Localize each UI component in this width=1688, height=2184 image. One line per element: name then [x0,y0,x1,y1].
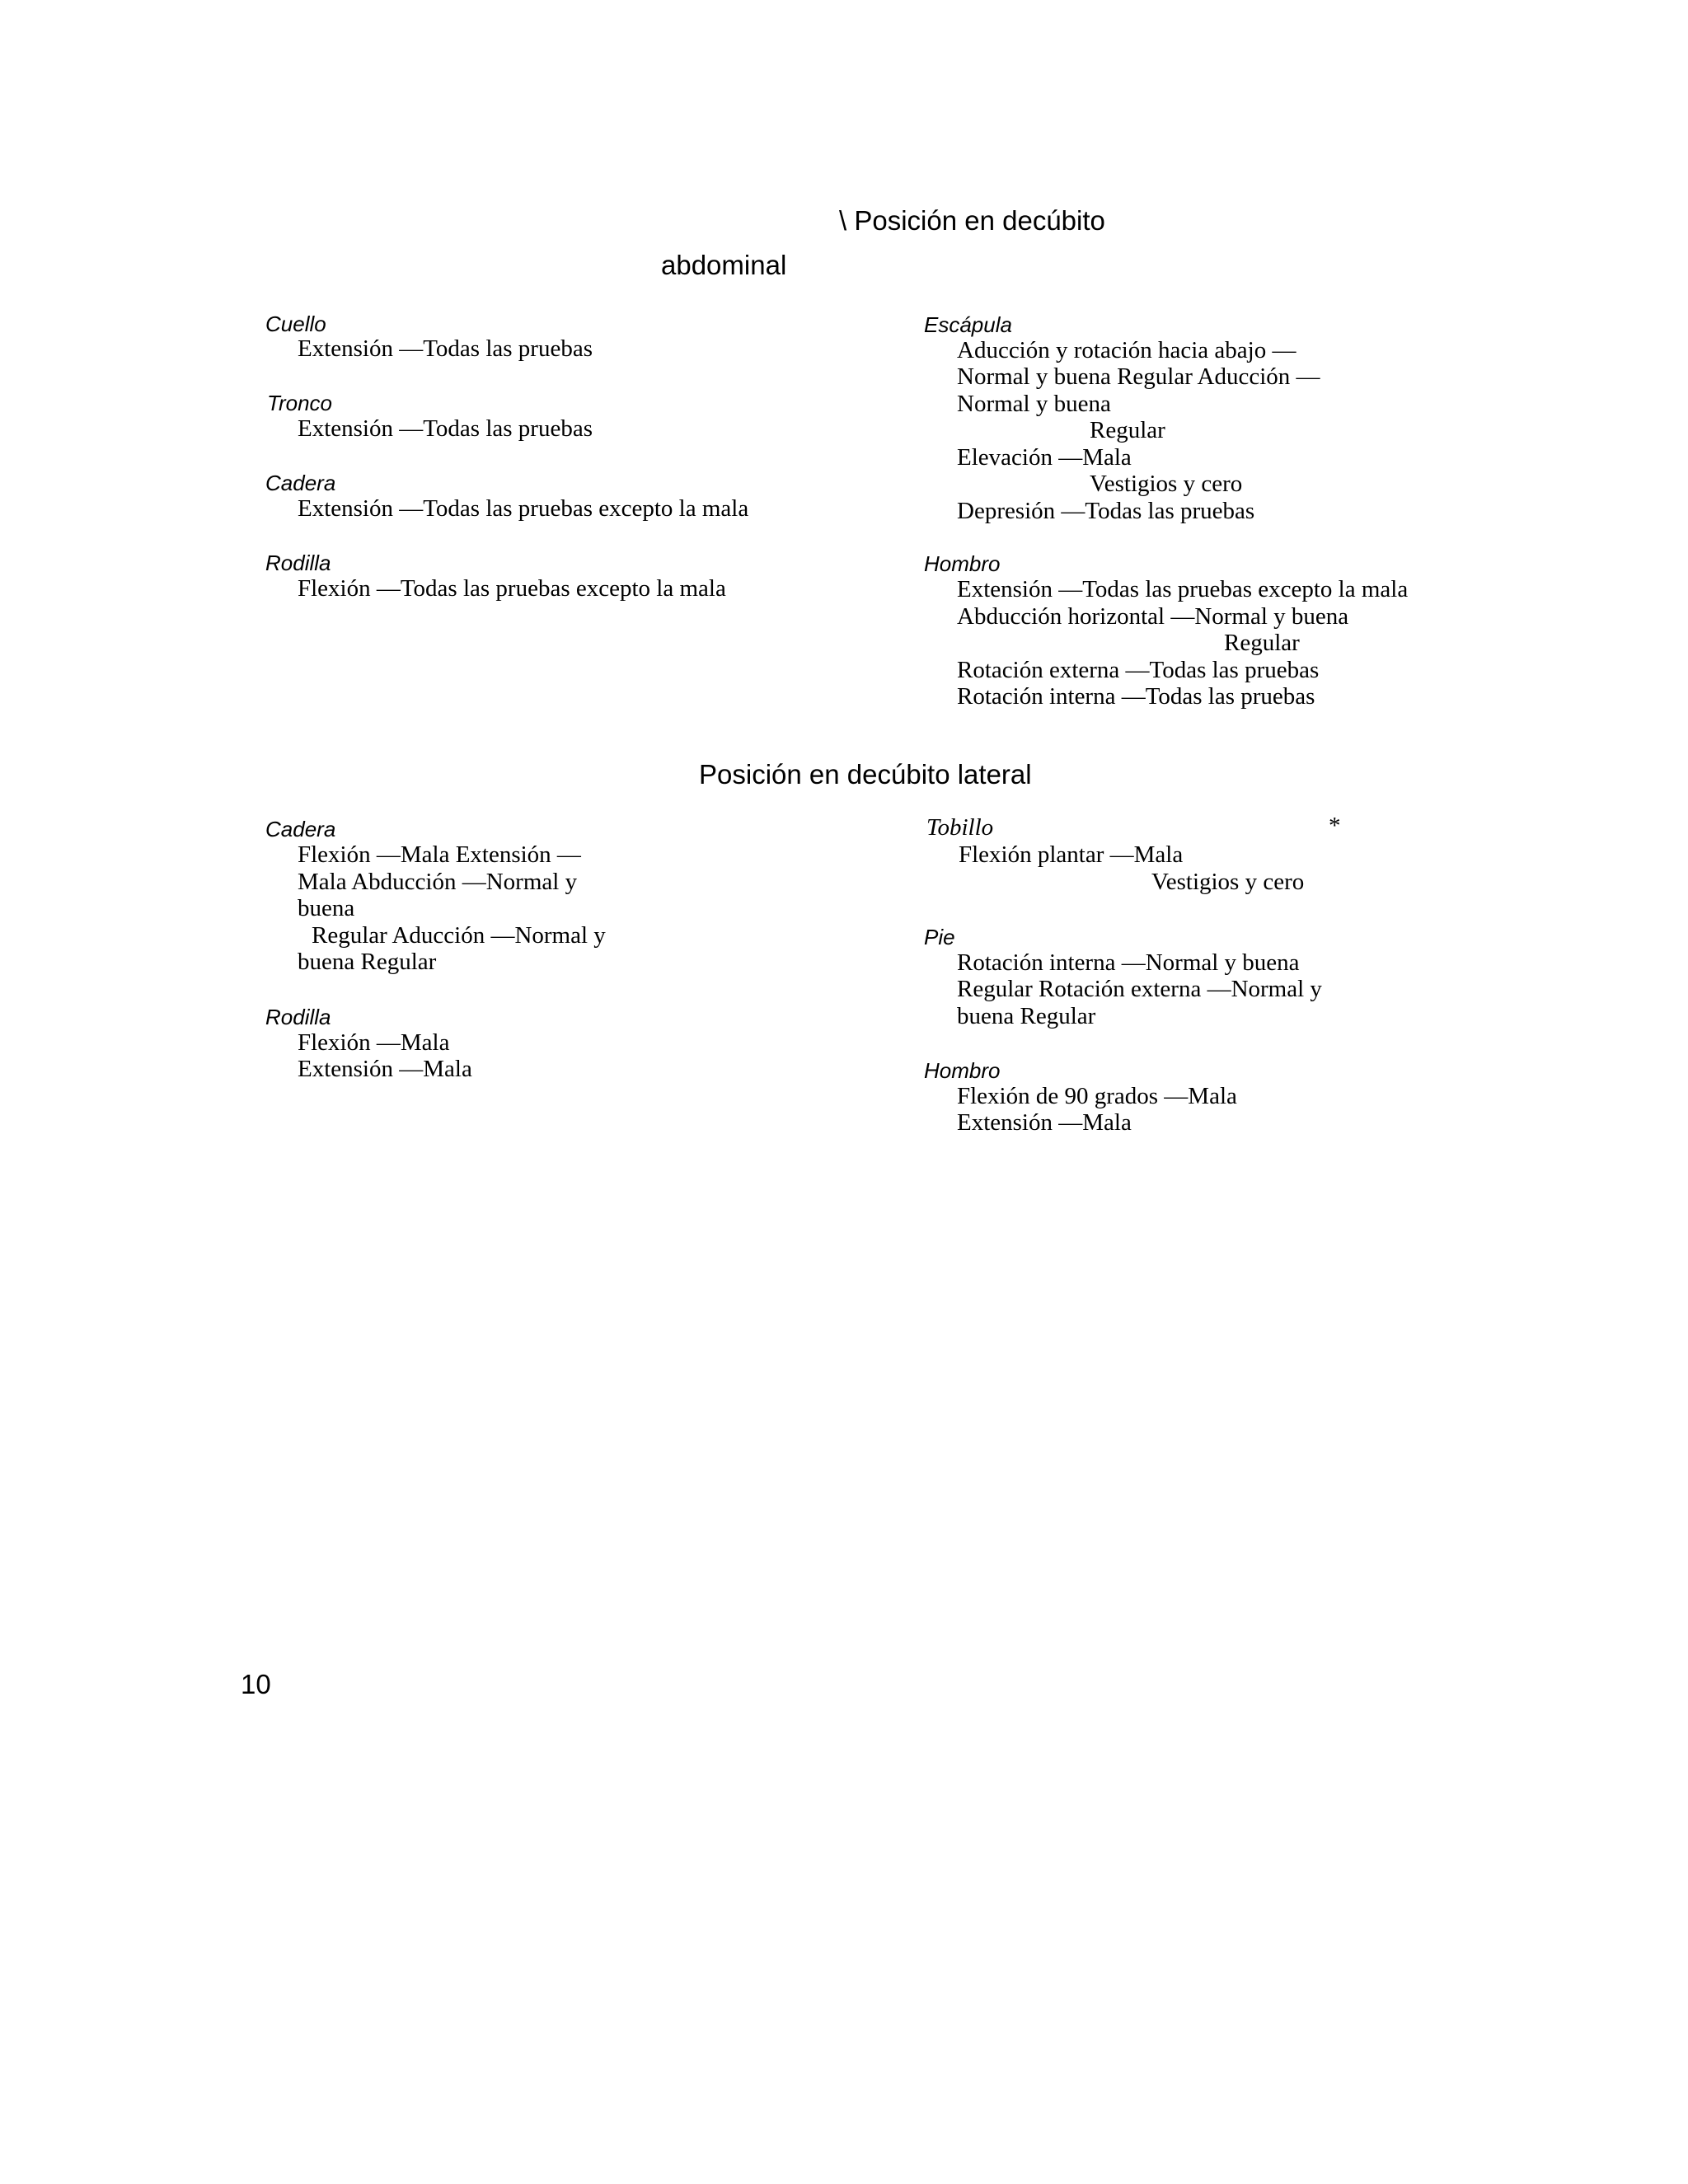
page-number: 10 [241,1669,271,1699]
tronco-label: Tronco [267,391,332,415]
pie-line: Rotación interna —Normal y buena [957,949,1300,976]
cuello-line: Extensión —Todas las pruebas [298,335,593,362]
cuello-label: Cuello [265,312,326,336]
cadera-lateral-line: buena Regular [298,949,437,975]
hombro-lateral-line: Flexión de 90 grados —Mala [957,1083,1237,1109]
rodilla-lateral-line: Flexión —Mala [298,1029,450,1056]
tobillo-label: Tobillo [926,814,994,841]
escapula-line: Vestigios y cero [1090,471,1243,497]
escapula-label: Escápula [924,312,1012,337]
hombro-prone-label: Hombro [924,551,1001,576]
rodilla-lateral-label: Rodilla [265,1005,331,1029]
tobillo-line: Flexión plantar —Mala [959,841,1184,868]
cadera-lateral-label: Cadera [265,817,336,841]
rodilla-prone-line: Flexión —Todas las pruebas excepto la mala [298,575,726,602]
escapula-line: Regular [1090,417,1165,443]
tronco-line: Extensión —Todas las pruebas [298,415,593,442]
pie-line: Regular Rotación externa —Normal y [957,976,1322,1002]
hombro-lateral-label: Hombro [924,1058,1001,1083]
escapula-line: Elevación —Mala [957,444,1132,471]
section-heading-prone: \ Posición en decúbito [839,205,1105,236]
cadera-lateral-line: buena [298,895,355,921]
pie-label: Pie [924,925,955,949]
hombro-prone-line: Regular [1224,630,1300,656]
section-heading-lateral: Posición en decúbito lateral [699,759,1032,790]
pie-line: buena Regular [957,1003,1096,1029]
rodilla-prone-label: Rodilla [265,551,331,575]
escapula-line: Normal y buena Regular Aducción — [957,363,1320,390]
section-heading-prone-continued: abdominal [661,250,787,280]
escapula-line: Depresión —Todas las pruebas [957,498,1255,524]
cadera-prone-line: Extensión —Todas las pruebas excepto la mala [298,495,749,522]
cadera-lateral-line: Flexión —Mala Extensión — [298,841,581,868]
hombro-prone-line: Rotación interna —Todas las pruebas [957,683,1315,710]
tobillo-line: Vestigios y cero [1151,869,1305,895]
cadera-prone-label: Cadera [265,471,336,495]
cadera-lateral-line: Mala Abducción —Normal y [298,869,578,895]
rodilla-lateral-line: Extensión —Mala [298,1056,472,1082]
asterisk-mark: * [1329,813,1341,839]
hombro-lateral-line: Extensión —Mala [957,1109,1132,1136]
hombro-prone-line: Extensión —Todas las pruebas excepto la mala [957,576,1409,602]
cadera-lateral-line: Regular Aducción —Normal y [312,922,606,949]
hombro-prone-line: Abducción horizontal —Normal y buena [957,603,1349,630]
escapula-line: Aducción y rotación hacia abajo — [957,337,1296,363]
hombro-prone-line: Rotación externa —Todas las pruebas [957,657,1320,683]
escapula-line: Normal y buena [957,391,1111,417]
